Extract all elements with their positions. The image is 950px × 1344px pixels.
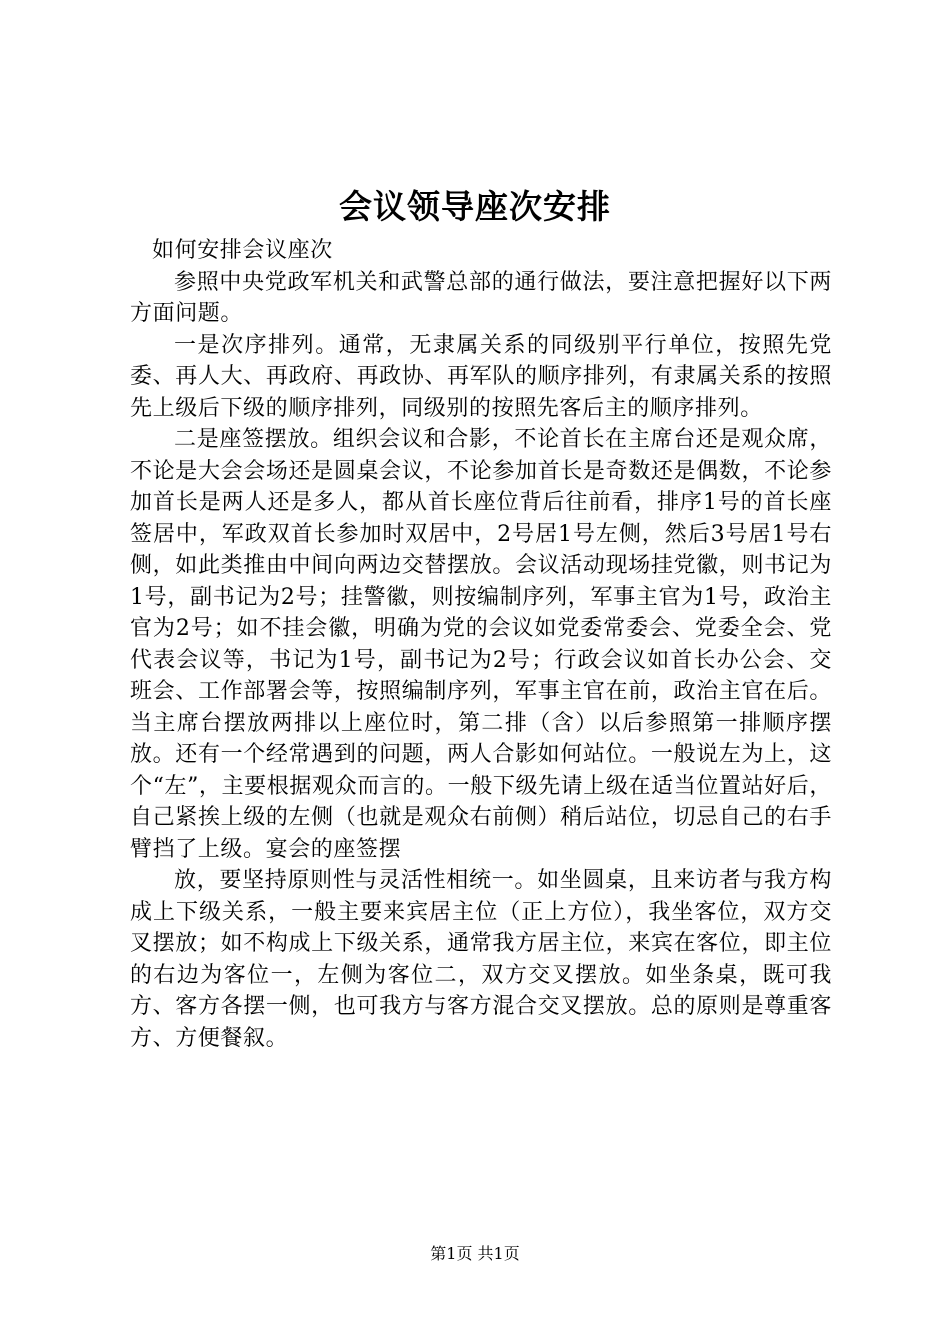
paragraph-banquet: 放，要坚持原则性与灵活性相统一。如坐圆桌，且来访者与我方构成上下级关系，一般主要来宾居主位（正上方位），我坐客位，双方交叉摆放；如不构成上下级关系，通常我方居主位，来宾在客位，即主位的右边为客位一，左侧为客位二，双方交叉摆放。如坐条桌，既可我方、客方各摆一侧，也可我方与客方混合交叉摆放。总的原则是尊重客方、方便餐叙。 <box>130 868 832 1051</box>
page-footer: 第1页 共1页 <box>430 1244 520 1263</box>
paragraph-intro: 参照中央党政军机关和武警总部的通行做法，要注意把握好以下两方面问题。 <box>130 269 832 326</box>
paragraph-seat-cards: 二是座签摆放。组织会议和合影，不论首长在主席台还是观众席，不论是大会会场还是圆桌会议，不论参加首长是奇数还是偶数，不论参加首长是两人还是多人，都从首长座位背后往前看，排序1号的首长座签居中，军政双首长参加时双居中，2号居1号左侧，然后3号居1号右侧，如此类推由中间向两边交替摆放。会议活动现场挂党徽，则书记为1号，副书记为2号；挂警徽，则按编制序列，军事主官为1号，政治主官为2号；如不挂会徽，明确为党的会议如党委常委会、党委全会、党代表会议等，书记为1号，副书记为2号；行政会议如首长办公会、交班会、工作部署会等，按照编制序列，军事主官在前，政治主官在后。当主席台摆放两排以上座位时，第二排（含）以后参照第一排顺序摆放。还有一个经常遇到的问题，两人合影如何站位。一般说左为上，这个“左”，主要根据观众而言的。一般下级先请上级在适当位置站好后，自己紧挨上级的左侧（也就是观众右前侧）稍后站位，切忌自己的右手臂挡了上级。宴会的座签摆 <box>130 427 832 862</box>
document-body <box>130 235 832 1054</box>
document-title: 会议领导座次安排 <box>339 187 611 226</box>
section-heading: 如何安排会议座次 <box>152 238 333 263</box>
paragraph-order: 一是次序排列。通常，无隶属关系的同级别平行单位，按照先党委、再人大、再政府、再政协、再军队的顺序排列，有隶属关系的按照先上级后下级的顺序排列，同级别的按照先客后主的顺序排列。 <box>130 332 832 421</box>
